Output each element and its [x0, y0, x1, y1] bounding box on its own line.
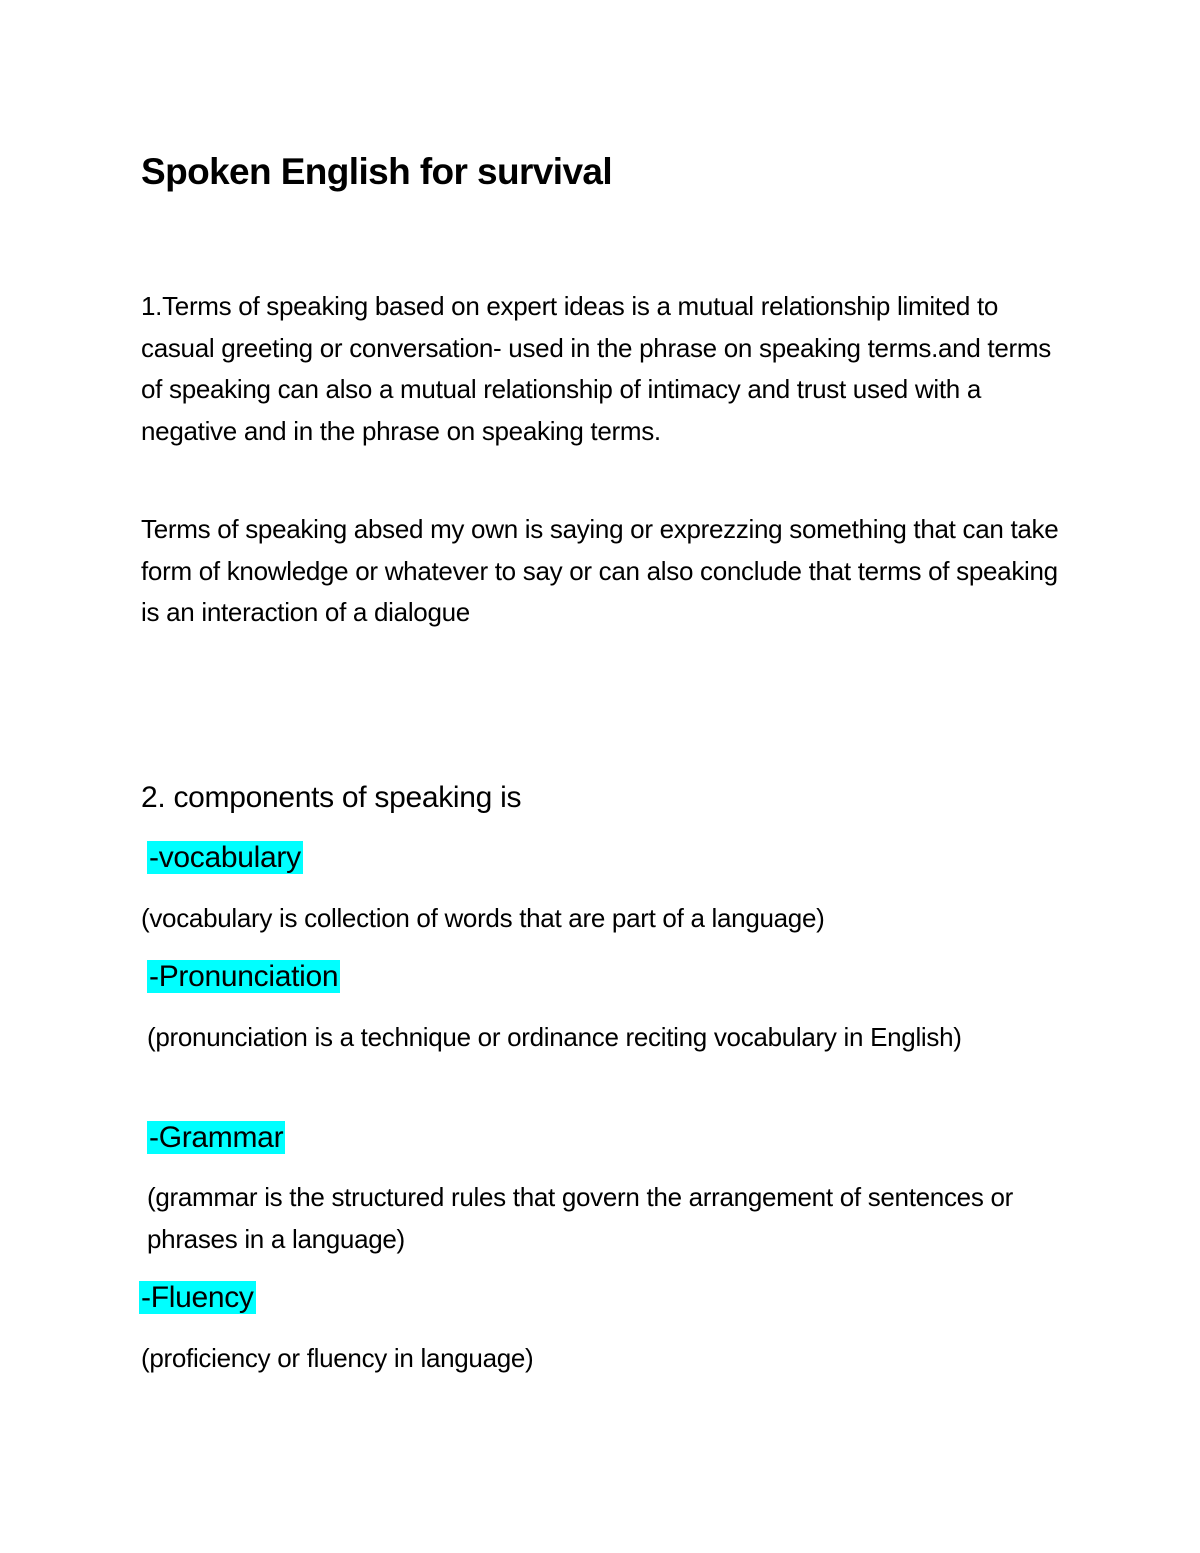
component-label-pronunciation: [147, 955, 340, 999]
component-description-pronunciation: (pronunciation is a technique or ordinance reciting vocabulary in English): [147, 1022, 962, 1052]
component-label-vocabulary: [147, 836, 303, 880]
highlighted-text: -Pronunciation: [149, 960, 339, 993]
paragraph-expert-definition: 1.Terms of speaking based on expert ideas is a mutual relationship limited to casual greeting or conversation- used in the phrase on speaking terms.and terms of speaking can also a mutual relationship of intimacy and trust used with a negative and in the phrase on speaking terms.: [141, 291, 1051, 446]
section-heading-components: 2. components of speaking is: [141, 781, 522, 814]
paragraph-own-definition: Terms of speaking absed my own is saying or exprezzing something that can take form of knowledge or whatever to say or can also conclude that terms of speaking is an interaction of a dialogue: [141, 514, 1059, 627]
component-description-vocabulary: (vocabulary is collection of words that are part of a language): [141, 903, 825, 933]
component-description-grammar: (grammar is the structured rules that govern the arrangement of sentences or phrases in a language): [147, 1182, 1013, 1254]
component-label-grammar: [147, 1116, 285, 1160]
component-description-fluency: (proficiency or fluency in language): [141, 1343, 534, 1373]
document-title: Spoken English for survival: [141, 151, 613, 192]
highlighted-text: -Fluency: [141, 1281, 254, 1314]
highlighted-text: -Grammar: [149, 1121, 284, 1154]
component-label-fluency: [139, 1276, 256, 1320]
highlighted-text: -vocabulary: [149, 841, 301, 874]
